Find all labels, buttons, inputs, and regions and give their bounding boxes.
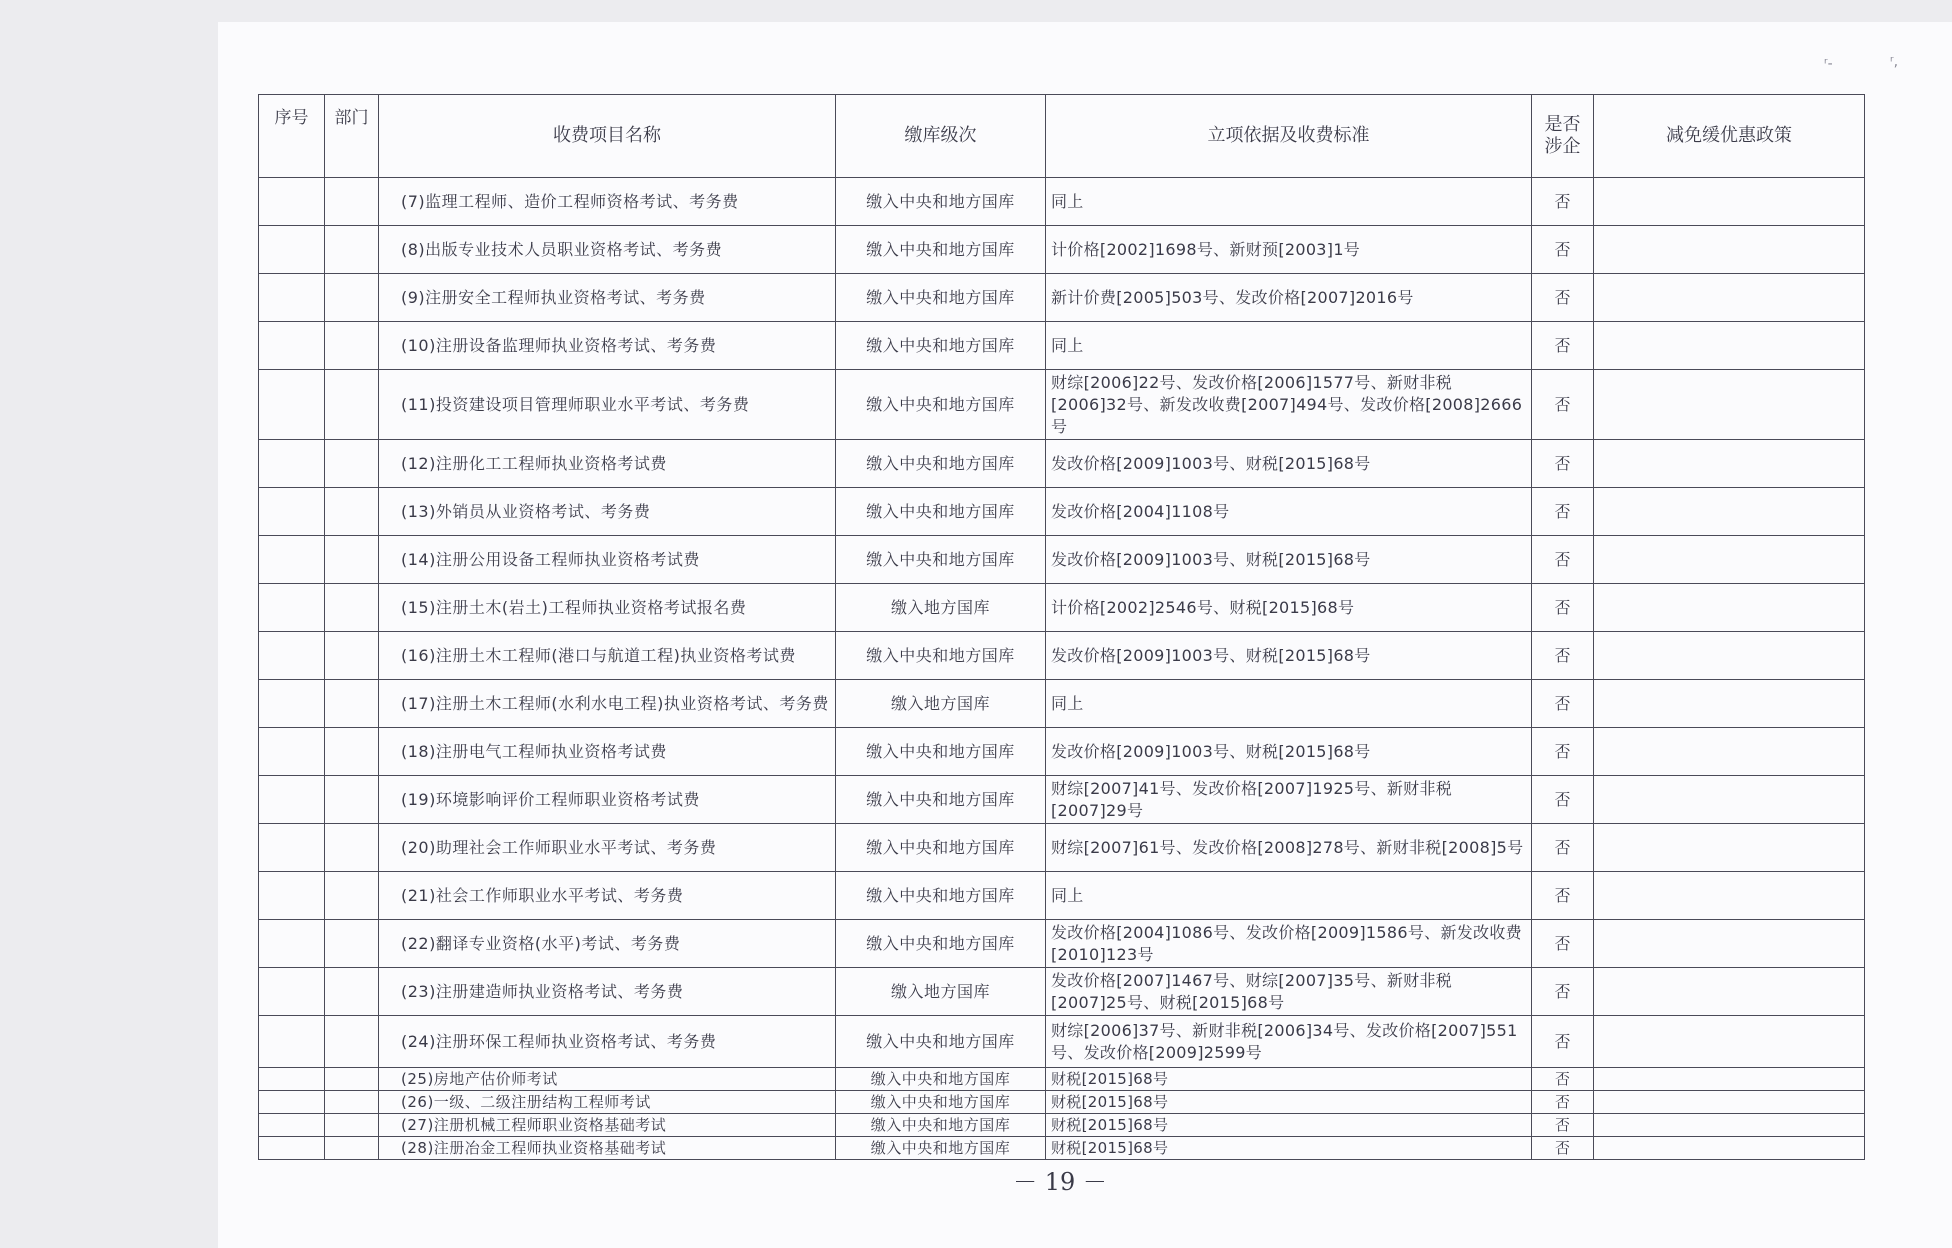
- treasury-level-cell: 缴入中央和地方国库: [836, 488, 1046, 536]
- enterprise-cell: 否: [1532, 1114, 1594, 1137]
- dept-cell: [325, 274, 379, 322]
- treasury-level-cell: 缴入中央和地方国库: [836, 536, 1046, 584]
- seq-cell: [259, 728, 325, 776]
- enterprise-cell: 否: [1532, 728, 1594, 776]
- treasury-level-cell: 缴入中央和地方国库: [836, 1091, 1046, 1114]
- page-number: － 19 －: [1013, 1168, 1107, 1196]
- policy-cell: [1594, 226, 1865, 274]
- basis-cell: 同上: [1046, 178, 1532, 226]
- fee-name-cell: (8)出版专业技术人员职业资格考试、考务费: [379, 226, 836, 274]
- policy-cell: [1594, 632, 1865, 680]
- policy-cell: [1594, 1091, 1865, 1114]
- seq-cell: [259, 536, 325, 584]
- basis-cell: 财税[2015]68号: [1046, 1137, 1532, 1160]
- table-row: [259, 1137, 1865, 1160]
- seq-cell: [259, 488, 325, 536]
- dept-cell: [325, 632, 379, 680]
- enterprise-cell: 否: [1532, 1137, 1594, 1160]
- enterprise-cell: 否: [1532, 920, 1594, 968]
- basis-cell: 财税[2015]68号: [1046, 1068, 1532, 1091]
- enterprise-cell: 否: [1532, 1091, 1594, 1114]
- fee-name-cell: (23)注册建造师执业资格考试、考务费: [379, 968, 836, 1016]
- basis-cell: 发改价格[2009]1003号、财税[2015]68号: [1046, 440, 1532, 488]
- basis-cell: 财税[2015]68号: [1046, 1114, 1532, 1137]
- basis-cell: 财综[2007]41号、发改价格[2007]1925号、新财非税[2007]29号: [1046, 776, 1532, 824]
- seq-cell: [259, 1091, 325, 1114]
- seq-cell: [259, 632, 325, 680]
- table-row: [259, 776, 1865, 824]
- dept-cell: [325, 1137, 379, 1160]
- policy-cell: [1594, 370, 1865, 440]
- dept-cell: [325, 968, 379, 1016]
- seq-cell: [259, 920, 325, 968]
- treasury-level-cell: 缴入中央和地方国库: [836, 322, 1046, 370]
- table-row: [259, 226, 1865, 274]
- treasury-level-cell: 缴入中央和地方国库: [836, 1068, 1046, 1091]
- table-header-row: [259, 95, 1865, 178]
- policy-cell: [1594, 274, 1865, 322]
- seq-cell: [259, 178, 325, 226]
- fee-name-cell: (18)注册电气工程师执业资格考试费: [379, 728, 836, 776]
- policy-cell: [1594, 1016, 1865, 1068]
- basis-cell: 新计价费[2005]503号、发改价格[2007]2016号: [1046, 274, 1532, 322]
- table-row: [259, 1016, 1865, 1068]
- seq-cell: [259, 968, 325, 1016]
- table-row: [259, 728, 1865, 776]
- policy-cell: [1594, 178, 1865, 226]
- treasury-level-cell: 缴入中央和地方国库: [836, 178, 1046, 226]
- policy-cell: [1594, 728, 1865, 776]
- dept-cell: [325, 920, 379, 968]
- basis-cell: 发改价格[2009]1003号、财税[2015]68号: [1046, 632, 1532, 680]
- enterprise-cell: 否: [1532, 178, 1594, 226]
- dept-cell: [325, 488, 379, 536]
- header-enterprise-related: 是否涉企: [1532, 95, 1594, 178]
- fee-table: [258, 94, 1865, 1160]
- basis-cell: 计价格[2002]1698号、新财预[2003]1号: [1046, 226, 1532, 274]
- table-row: [259, 440, 1865, 488]
- seq-cell: [259, 1114, 325, 1137]
- basis-cell: 计价格[2002]2546号、财税[2015]68号: [1046, 584, 1532, 632]
- policy-cell: [1594, 584, 1865, 632]
- table-row: [259, 1114, 1865, 1137]
- table-row: [259, 872, 1865, 920]
- seq-cell: [259, 322, 325, 370]
- treasury-level-cell: 缴入地方国库: [836, 680, 1046, 728]
- header-dept: 部门: [325, 95, 379, 178]
- fee-table-container: [258, 94, 1865, 1160]
- dept-cell: [325, 1016, 379, 1068]
- dept-cell: [325, 728, 379, 776]
- fee-name-cell: (28)注册冶金工程师执业资格基础考试: [379, 1137, 836, 1160]
- policy-cell: [1594, 776, 1865, 824]
- basis-cell: 财税[2015]68号: [1046, 1091, 1532, 1114]
- treasury-level-cell: 缴入地方国库: [836, 968, 1046, 1016]
- seq-cell: [259, 1137, 325, 1160]
- table-row: [259, 632, 1865, 680]
- policy-cell: [1594, 322, 1865, 370]
- basis-cell: 同上: [1046, 680, 1532, 728]
- enterprise-cell: 否: [1532, 968, 1594, 1016]
- policy-cell: [1594, 968, 1865, 1016]
- enterprise-cell: 否: [1532, 584, 1594, 632]
- basis-cell: 财综[2007]61号、发改价格[2008]278号、新财非税[2008]5号: [1046, 824, 1532, 872]
- enterprise-cell: 否: [1532, 824, 1594, 872]
- enterprise-cell: 否: [1532, 226, 1594, 274]
- fee-name-cell: (10)注册设备监理师执业资格考试、考务费: [379, 322, 836, 370]
- enterprise-cell: 否: [1532, 322, 1594, 370]
- fee-name-cell: (27)注册机械工程师职业资格基础考试: [379, 1114, 836, 1137]
- treasury-level-cell: 缴入中央和地方国库: [836, 1016, 1046, 1068]
- basis-cell: 发改价格[2009]1003号、财税[2015]68号: [1046, 728, 1532, 776]
- table-row: [259, 488, 1865, 536]
- treasury-level-cell: 缴入中央和地方国库: [836, 776, 1046, 824]
- dept-cell: [325, 1068, 379, 1091]
- header-relief-policy: 减免缓优惠政策: [1594, 95, 1865, 178]
- treasury-level-cell: 缴入中央和地方国库: [836, 872, 1046, 920]
- treasury-level-cell: 缴入中央和地方国库: [836, 632, 1046, 680]
- enterprise-cell: 否: [1532, 1016, 1594, 1068]
- policy-cell: [1594, 536, 1865, 584]
- basis-cell: 发改价格[2004]1108号: [1046, 488, 1532, 536]
- fee-name-cell: (24)注册环保工程师执业资格考试、考务费: [379, 1016, 836, 1068]
- fee-name-cell: (25)房地产估价师考试: [379, 1068, 836, 1091]
- seq-cell: [259, 1016, 325, 1068]
- policy-cell: [1594, 872, 1865, 920]
- table-row: [259, 824, 1865, 872]
- seq-cell: [259, 440, 325, 488]
- fee-name-cell: (11)投资建设项目管理师职业水平考试、考务费: [379, 370, 836, 440]
- dept-cell: [325, 824, 379, 872]
- table-row: [259, 920, 1865, 968]
- basis-cell: 发改价格[2004]1086号、发改价格[2009]1586号、新发改收费[2010]123号: [1046, 920, 1532, 968]
- treasury-level-cell: 缴入中央和地方国库: [836, 226, 1046, 274]
- seq-cell: [259, 274, 325, 322]
- seq-cell: [259, 824, 325, 872]
- enterprise-cell: 否: [1532, 872, 1594, 920]
- dept-cell: [325, 440, 379, 488]
- table-row: [259, 274, 1865, 322]
- table-row: [259, 1091, 1865, 1114]
- seq-cell: [259, 226, 325, 274]
- table-row: [259, 370, 1865, 440]
- enterprise-cell: 否: [1532, 536, 1594, 584]
- enterprise-cell: 否: [1532, 776, 1594, 824]
- fee-name-cell: (21)社会工作师职业水平考试、考务费: [379, 872, 836, 920]
- treasury-level-cell: 缴入地方国库: [836, 584, 1046, 632]
- header-fee-name: 收费项目名称: [379, 95, 836, 178]
- seq-cell: [259, 584, 325, 632]
- dept-cell: [325, 584, 379, 632]
- basis-cell: 财综[2006]22号、发改价格[2006]1577号、新财非税[2006]32号、新发改收费[2007]494号、发改价格[2008]2666号: [1046, 370, 1532, 440]
- treasury-level-cell: 缴入中央和地方国库: [836, 920, 1046, 968]
- treasury-level-cell: 缴入中央和地方国库: [836, 1137, 1046, 1160]
- scan-mark: ʳ,: [1890, 54, 1899, 70]
- fee-name-cell: (26)一级、二级注册结构工程师考试: [379, 1091, 836, 1114]
- policy-cell: [1594, 824, 1865, 872]
- dept-cell: [325, 370, 379, 440]
- policy-cell: [1594, 920, 1865, 968]
- policy-cell: [1594, 1137, 1865, 1160]
- enterprise-cell: 否: [1532, 370, 1594, 440]
- basis-cell: 发改价格[2009]1003号、财税[2015]68号: [1046, 536, 1532, 584]
- enterprise-cell: 否: [1532, 440, 1594, 488]
- table-row: [259, 1068, 1865, 1091]
- policy-cell: [1594, 680, 1865, 728]
- fee-name-cell: (15)注册土木(岩土)工程师执业资格考试报名费: [379, 584, 836, 632]
- enterprise-cell: 否: [1532, 488, 1594, 536]
- dept-cell: [325, 680, 379, 728]
- table-row: [259, 584, 1865, 632]
- table-row: [259, 178, 1865, 226]
- enterprise-cell: 否: [1532, 1068, 1594, 1091]
- basis-cell: 财综[2006]37号、新财非税[2006]34号、发改价格[2007]551号、发改价格[2009]2599号: [1046, 1016, 1532, 1068]
- dept-cell: [325, 872, 379, 920]
- basis-cell: 同上: [1046, 322, 1532, 370]
- fee-name-cell: (7)监理工程师、造价工程师资格考试、考务费: [379, 178, 836, 226]
- header-seq: 序号: [259, 95, 325, 178]
- dept-cell: [325, 1114, 379, 1137]
- basis-cell: 同上: [1046, 872, 1532, 920]
- basis-cell: 发改价格[2007]1467号、财综[2007]35号、新财非税[2007]25号、财税[2015]68号: [1046, 968, 1532, 1016]
- fee-name-cell: (17)注册土木工程师(水利水电工程)执业资格考试、考务费: [379, 680, 836, 728]
- header-basis-standard: 立项依据及收费标准: [1046, 95, 1532, 178]
- scan-mark: ʳ‐: [1824, 56, 1833, 72]
- header-treasury-level: 缴库级次: [836, 95, 1046, 178]
- dept-cell: [325, 776, 379, 824]
- table-row: [259, 536, 1865, 584]
- dept-cell: [325, 1091, 379, 1114]
- treasury-level-cell: 缴入中央和地方国库: [836, 1114, 1046, 1137]
- seq-cell: [259, 370, 325, 440]
- treasury-level-cell: 缴入中央和地方国库: [836, 370, 1046, 440]
- dept-cell: [325, 536, 379, 584]
- table-row: [259, 968, 1865, 1016]
- fee-name-cell: (20)助理社会工作师职业水平考试、考务费: [379, 824, 836, 872]
- seq-cell: [259, 1068, 325, 1091]
- treasury-level-cell: 缴入中央和地方国库: [836, 728, 1046, 776]
- fee-name-cell: (14)注册公用设备工程师执业资格考试费: [379, 536, 836, 584]
- fee-name-cell: (22)翻译专业资格(水平)考试、考务费: [379, 920, 836, 968]
- seq-cell: [259, 872, 325, 920]
- policy-cell: [1594, 440, 1865, 488]
- policy-cell: [1594, 1068, 1865, 1091]
- treasury-level-cell: 缴入中央和地方国库: [836, 824, 1046, 872]
- seq-cell: [259, 776, 325, 824]
- dept-cell: [325, 226, 379, 274]
- enterprise-cell: 否: [1532, 680, 1594, 728]
- table-row: [259, 680, 1865, 728]
- table-row: [259, 322, 1865, 370]
- dept-cell: [325, 322, 379, 370]
- enterprise-cell: 否: [1532, 274, 1594, 322]
- treasury-level-cell: 缴入中央和地方国库: [836, 440, 1046, 488]
- fee-name-cell: (16)注册土木工程师(港口与航道工程)执业资格考试费: [379, 632, 836, 680]
- fee-name-cell: (13)外销员从业资格考试、考务费: [379, 488, 836, 536]
- treasury-level-cell: 缴入中央和地方国库: [836, 274, 1046, 322]
- fee-name-cell: (19)环境影响评价工程师职业资格考试费: [379, 776, 836, 824]
- dept-cell: [325, 178, 379, 226]
- policy-cell: [1594, 1114, 1865, 1137]
- enterprise-cell: 否: [1532, 632, 1594, 680]
- fee-name-cell: (9)注册安全工程师执业资格考试、考务费: [379, 274, 836, 322]
- seq-cell: [259, 680, 325, 728]
- fee-name-cell: (12)注册化工工程师执业资格考试费: [379, 440, 836, 488]
- policy-cell: [1594, 488, 1865, 536]
